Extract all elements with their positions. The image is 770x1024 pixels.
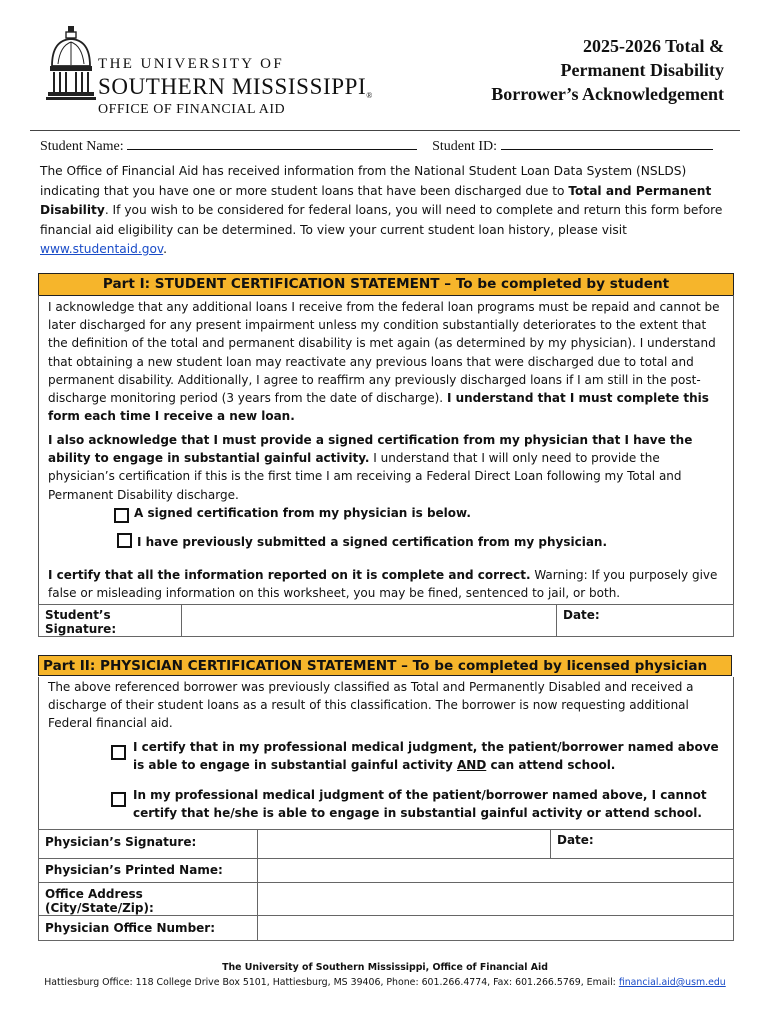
- part2-paragraph: [48, 678, 728, 733]
- cannot-certify-label: In my professional medical judgment of the patient/borrower named above, I cannot certify that he/she is able to engage in substantial gainful activity or attend school.: [133, 788, 707, 820]
- university-name-text: SOUTHERN MISSISSIPPI: [98, 74, 367, 99]
- part1-para1-text: I acknowledge that any additional loans I receive from the federal loan programs must be repaid and cannot be later discharged for any present impairment unless my condition substantially deteriorates to the extent that the definition of the total and permanent disability is met again (as determined by my physician). I understand that obtaining a new student loan may reactivate any previous loans that were discharged due to total and permanent disability. Additionally, I agree to reaffirm any previously discharged loans if I am still in the post-discharge monitoring period (3 years from the date of discharge).: [48, 300, 720, 406]
- office-number-label: Physician Office Number:: [39, 916, 258, 941]
- footer-title: The University of Southern Mississippi, Office of Financial Aid: [222, 962, 548, 973]
- footer-contact-text: Hattiesburg Office: 118 College Drive Box 5101, Hattiesburg, MS 39406, Phone: 601.266.4774, Fax: 601.266.5769, Email:: [44, 977, 619, 988]
- student-signature-label: Student’s Signature:: [39, 605, 182, 637]
- certify-warning: Warning: If you purposely give false or misleading information on this worksheet, you may be fined, sentenced to jail, or both.: [48, 568, 718, 601]
- office-number-field[interactable]: [258, 916, 734, 941]
- cannot-certify-checkbox[interactable]: [111, 792, 126, 807]
- physician-cert-below-checkbox[interactable]: [114, 508, 129, 523]
- previously-submitted-checkbox[interactable]: [117, 533, 132, 548]
- student-id-field[interactable]: [501, 137, 713, 150]
- intro-text: The Office of Financial Aid has received information from the National Student Loan Data System (NSLDS) indicating that you have one or more student loans that have been discharged due to: [40, 164, 687, 198]
- university-name-prefix: THE UNIVERSITY OF: [98, 56, 285, 72]
- certify-bold: I certify that all the information reported on it is complete and correct.: [48, 568, 531, 582]
- footer-contact: [0, 977, 770, 988]
- can-engage-text-end: can attend school.: [486, 758, 616, 772]
- physician-printed-name-label: Physician’s Printed Name:: [39, 859, 258, 883]
- can-engage-checkbox[interactable]: [111, 745, 126, 760]
- student-info-line: [40, 137, 713, 155]
- dome-building-icon: [46, 24, 96, 104]
- university-name: [98, 74, 373, 100]
- part1-para1-bold: I understand that I must complete this form each time I receive a new loan.: [48, 391, 709, 424]
- student-date-field[interactable]: [557, 605, 734, 637]
- certification-statement: [48, 566, 728, 602]
- physician-signature-label: Physician’s Signature:: [39, 830, 258, 859]
- office-name: OFFICE OF FINANCIAL AID: [98, 102, 286, 117]
- student-date-label: Date:: [563, 608, 600, 622]
- part2-heading: [38, 655, 732, 676]
- part1-heading-text: Part I: STUDENT CERTIFICATION STATEMENT – To be completed by student: [102, 276, 670, 292]
- physician-fields-table: [38, 829, 734, 941]
- university-logo: [46, 24, 376, 124]
- registered-mark: ®: [366, 91, 373, 100]
- physician-printed-name-field[interactable]: [258, 859, 734, 883]
- and-emphasis: AND: [456, 758, 487, 772]
- intro-paragraph: [40, 162, 730, 260]
- physician-cert-below-label: A signed certification from my physician is below.: [134, 506, 471, 520]
- student-signature-field[interactable]: [182, 605, 557, 637]
- header-divider: [30, 130, 740, 131]
- previously-submitted-label: I have previously submitted a signed certification from my physician.: [137, 535, 608, 549]
- part1-para2-text: I understand that I will only need to provide the physician’s certification if this is the first time I am receiving a Federal Direct Loan following my Total and Permanent Disability discharge.: [48, 451, 682, 502]
- can-engage-label: [133, 738, 723, 774]
- physician-date-label: Date:: [557, 833, 594, 847]
- studentaid-link[interactable]: www.studentaid.gov: [40, 242, 164, 256]
- physician-signature-field[interactable]: [258, 830, 551, 859]
- form-title: [404, 34, 724, 106]
- part2-para-text: The above referenced borrower was previously classified as Total and Permanently Disabled and received a discharge of their student loans as a result of this classification. The borrower is now requesting additional Federal financial aid.: [48, 680, 694, 731]
- intro-period: .: [163, 242, 168, 256]
- can-engage-text: I certify that in my professional medical judgment, the patient/borrower named above is able to engage in substantial gainful activity: [133, 740, 719, 772]
- student-name-field[interactable]: [127, 137, 417, 150]
- part2-heading-text: Part II: PHYSICIAN CERTIFICATION STATEMENT – To be completed by licensed physician: [43, 658, 708, 674]
- office-address-field[interactable]: [258, 883, 734, 916]
- part1-heading: [38, 273, 734, 296]
- office-address-label: Office Address (City/State/Zip):: [39, 883, 258, 916]
- part1-para2-bold: I also acknowledge that I must provide a signed certification from my physician that I have the ability to engage in substantial gainful activity.: [48, 433, 693, 466]
- part1-paragraph1: [48, 298, 728, 425]
- intro-bold-text: Total and Permanent Disability: [40, 183, 712, 217]
- student-id-label: Student ID:: [432, 139, 498, 154]
- form-title-line1: 2025-2026 Total &: [582, 36, 724, 56]
- student-signature-row: [38, 604, 734, 637]
- form-title-line3: Borrower’s Acknowledgement: [491, 84, 724, 104]
- student-name-label: Student Name:: [40, 139, 124, 154]
- physician-date-field[interactable]: [551, 830, 734, 859]
- intro-text-cont: . If you wish to be considered for federal loans, you will need to complete and return this form before financial aid eligibility can be determined. To view your current student loan history, please visit: [40, 203, 723, 237]
- footer-email-link[interactable]: financial.aid@usm.edu: [618, 977, 726, 988]
- form-title-line2: Permanent Disability: [560, 60, 724, 80]
- part1-paragraph2: [48, 431, 728, 504]
